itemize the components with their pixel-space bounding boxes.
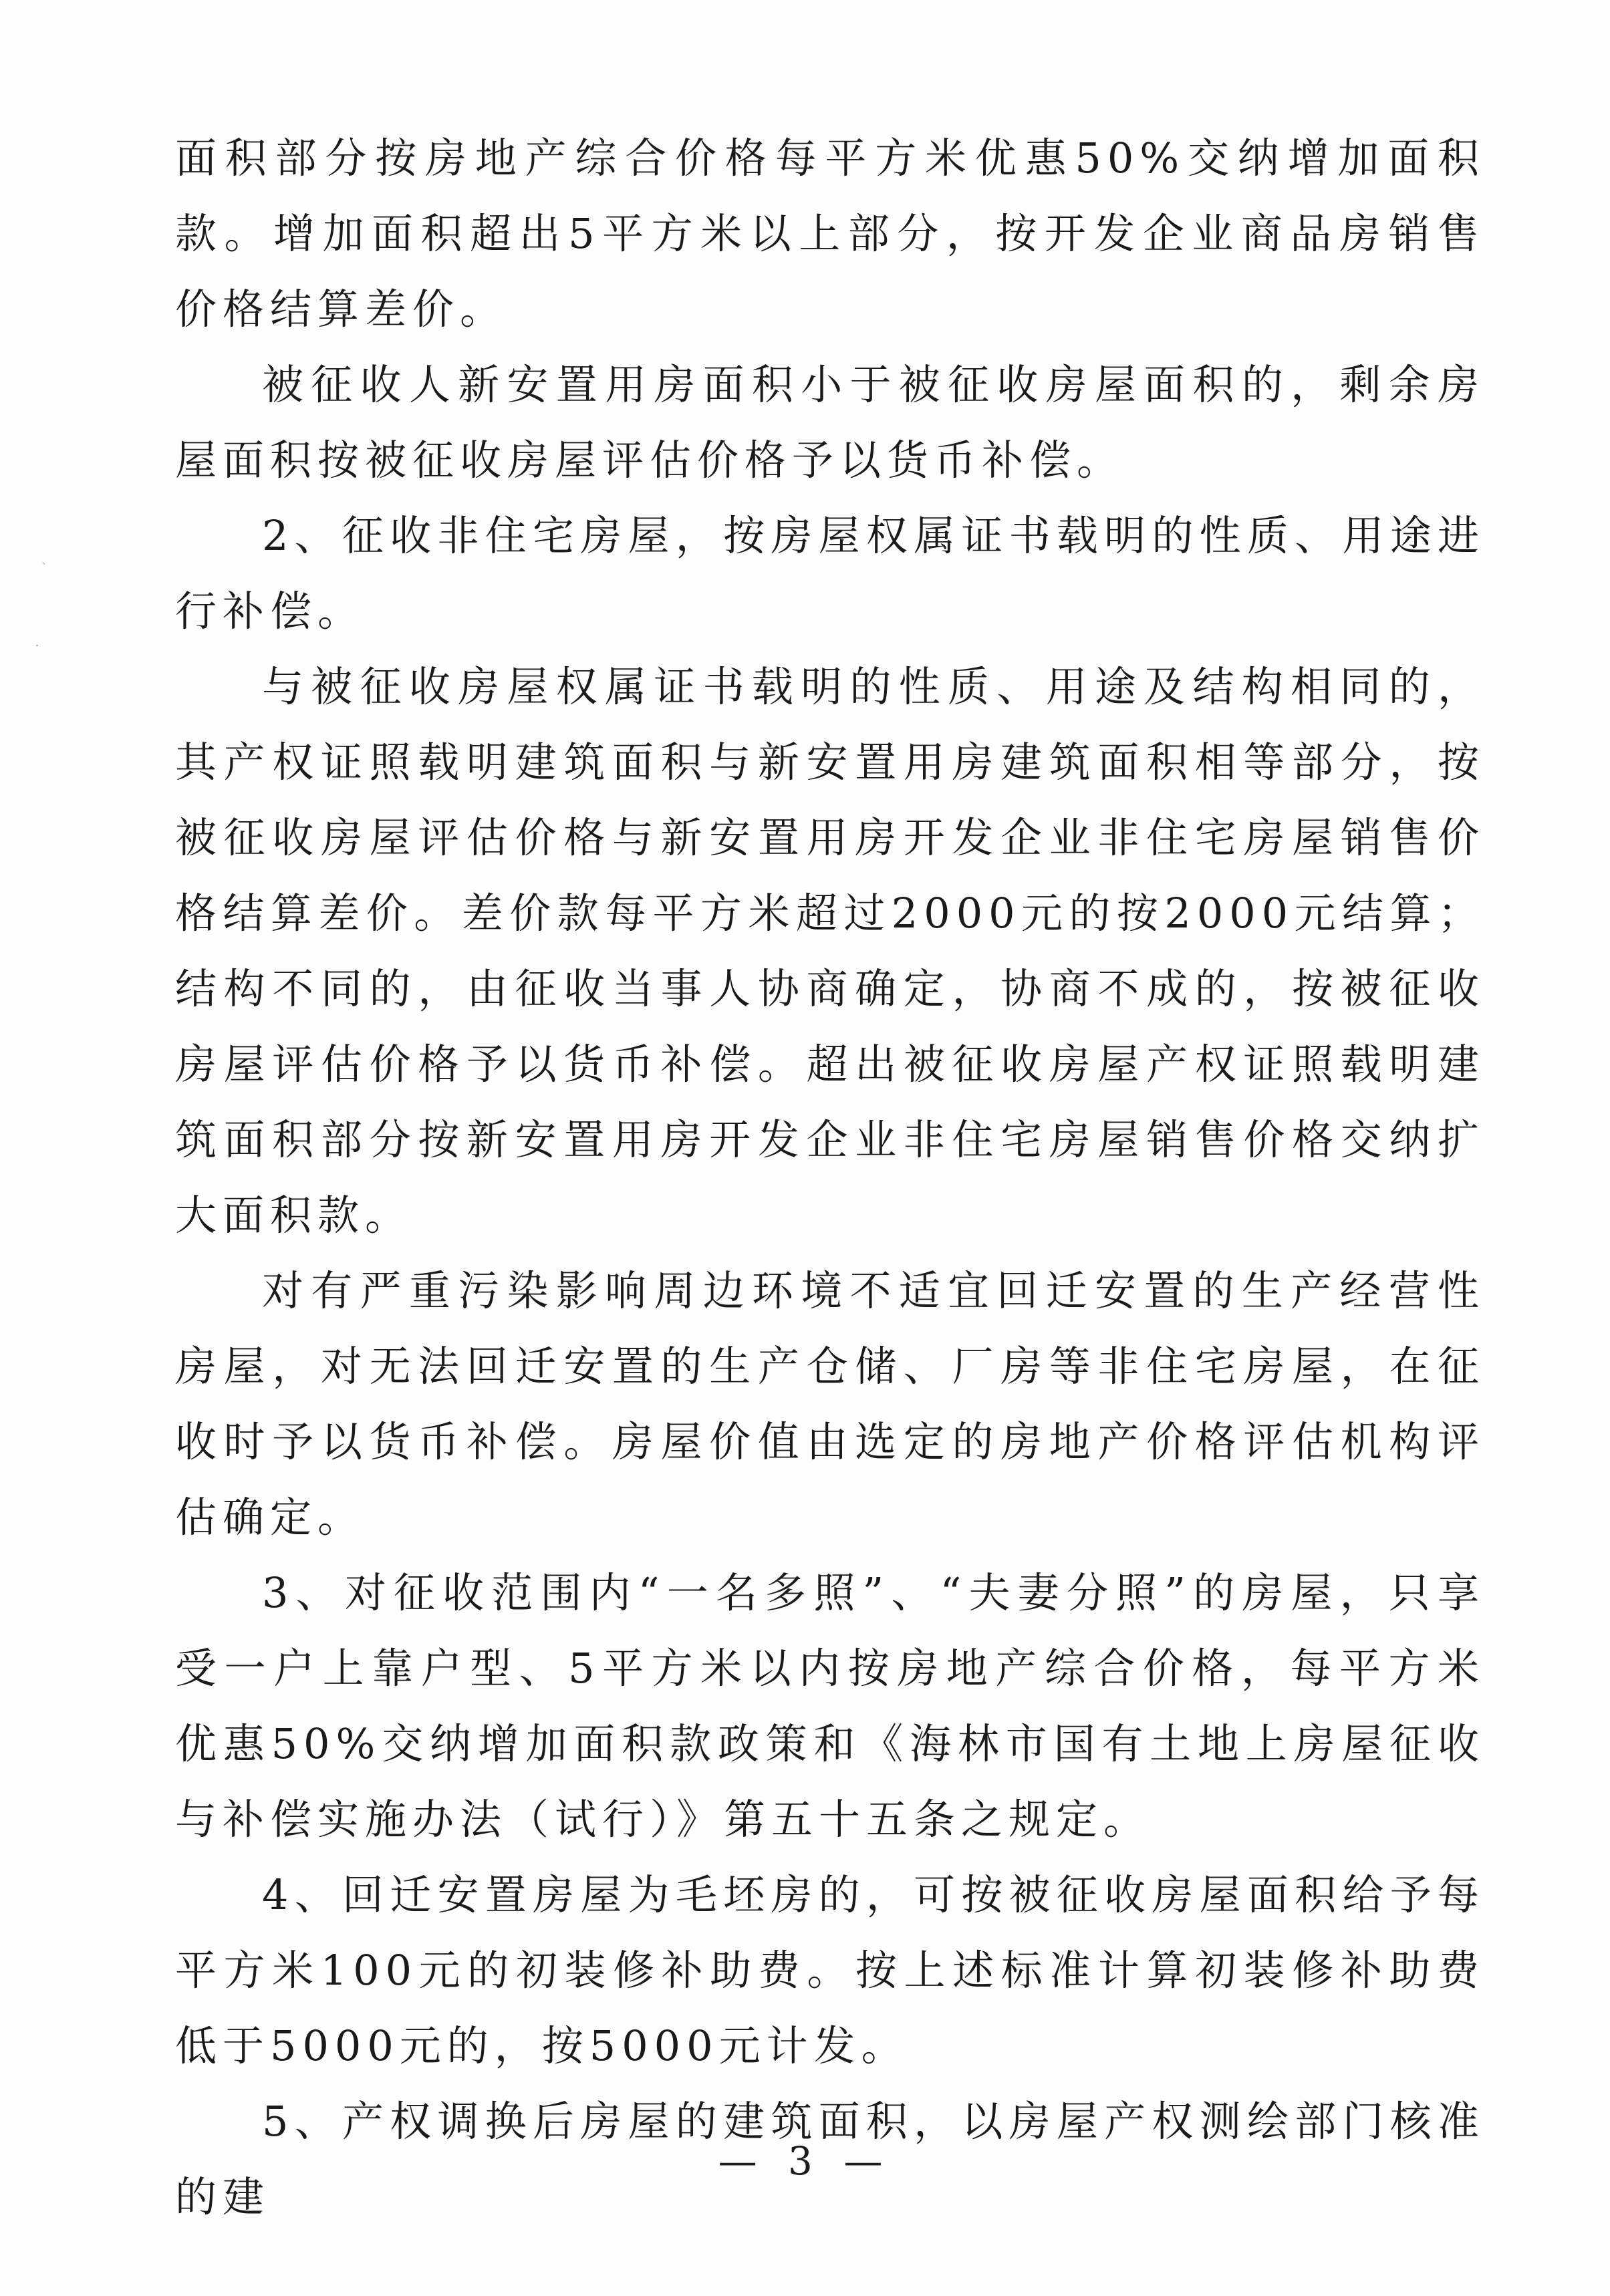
paragraph-1: 面积部分按房地产综合价格每平方米优惠50%交纳增加面积款。增加面积超出5平方米以上部分，按开发企业商品房销售价格结算差价。 — [175, 134, 1485, 333]
paragraph-7: 4、回迁安置房屋为毛坯房的，可按被征收房屋面积给予每平方米100元的初装修补助费。按上述标准计算初装修补助费低于5000元的，按5000元计发。 — [175, 1870, 1485, 2070]
paragraph-8: 5、产权调换后房屋的建筑面积，以房屋产权测绘部门核准的建 — [175, 2097, 1485, 2221]
paragraph-3: 2、征收非住宅房屋，按房屋权属证书载明的性质、用途进行补偿。 — [175, 511, 1485, 635]
paragraph-6: 3、对征收范围内“一名多照”、“夫妻分照”的房屋，只享受一户上靠户型、5平方米以内按房地产综合价格，每平方米优惠50%交纳增加面积款政策和《海林市国有土地上房屋征收与补偿实施办法（试行）》第五十五条之规定。 — [175, 1568, 1485, 1844]
paragraph-4: 与被征收房屋权属证书载明的性质、用途及结构相同的，其产权证照载明建筑面积与新安置用房建筑面积相等部分，按被征收房屋评估价格与新安置用房开发企业非住宅房屋销售价格结算差价。差价款每平方米超过2000元的按2000元结算；结构不同的，由征收当事人协商确定，协商不成的，按被征收房屋评估价格予以货币补偿。超出被征收房屋产权证照载明建筑面积部分按新安置用房开发企业非住宅房屋销售价格交纳扩大面积款。 — [175, 662, 1485, 1240]
paragraph-5: 对有严重污染影响周边环境不适宜回迁安置的生产经营性房屋，对无法回迁安置的生产仓储、厂房等非住宅房屋，在征收时予以货币补偿。房屋价值由选定的房地产价格评估机构评估确定。 — [175, 1266, 1485, 1542]
scan-speck: ˎ — [41, 549, 47, 565]
paragraph-2: 被征收人新安置用房面积小于被征收房屋面积的，剩余房屋面积按被征收房屋评估价格予以货币补偿。 — [175, 360, 1485, 484]
page-number: — 3 — — [718, 2138, 892, 2184]
scan-speck: · — [35, 638, 39, 655]
document-body — [175, 120, 1485, 2235]
